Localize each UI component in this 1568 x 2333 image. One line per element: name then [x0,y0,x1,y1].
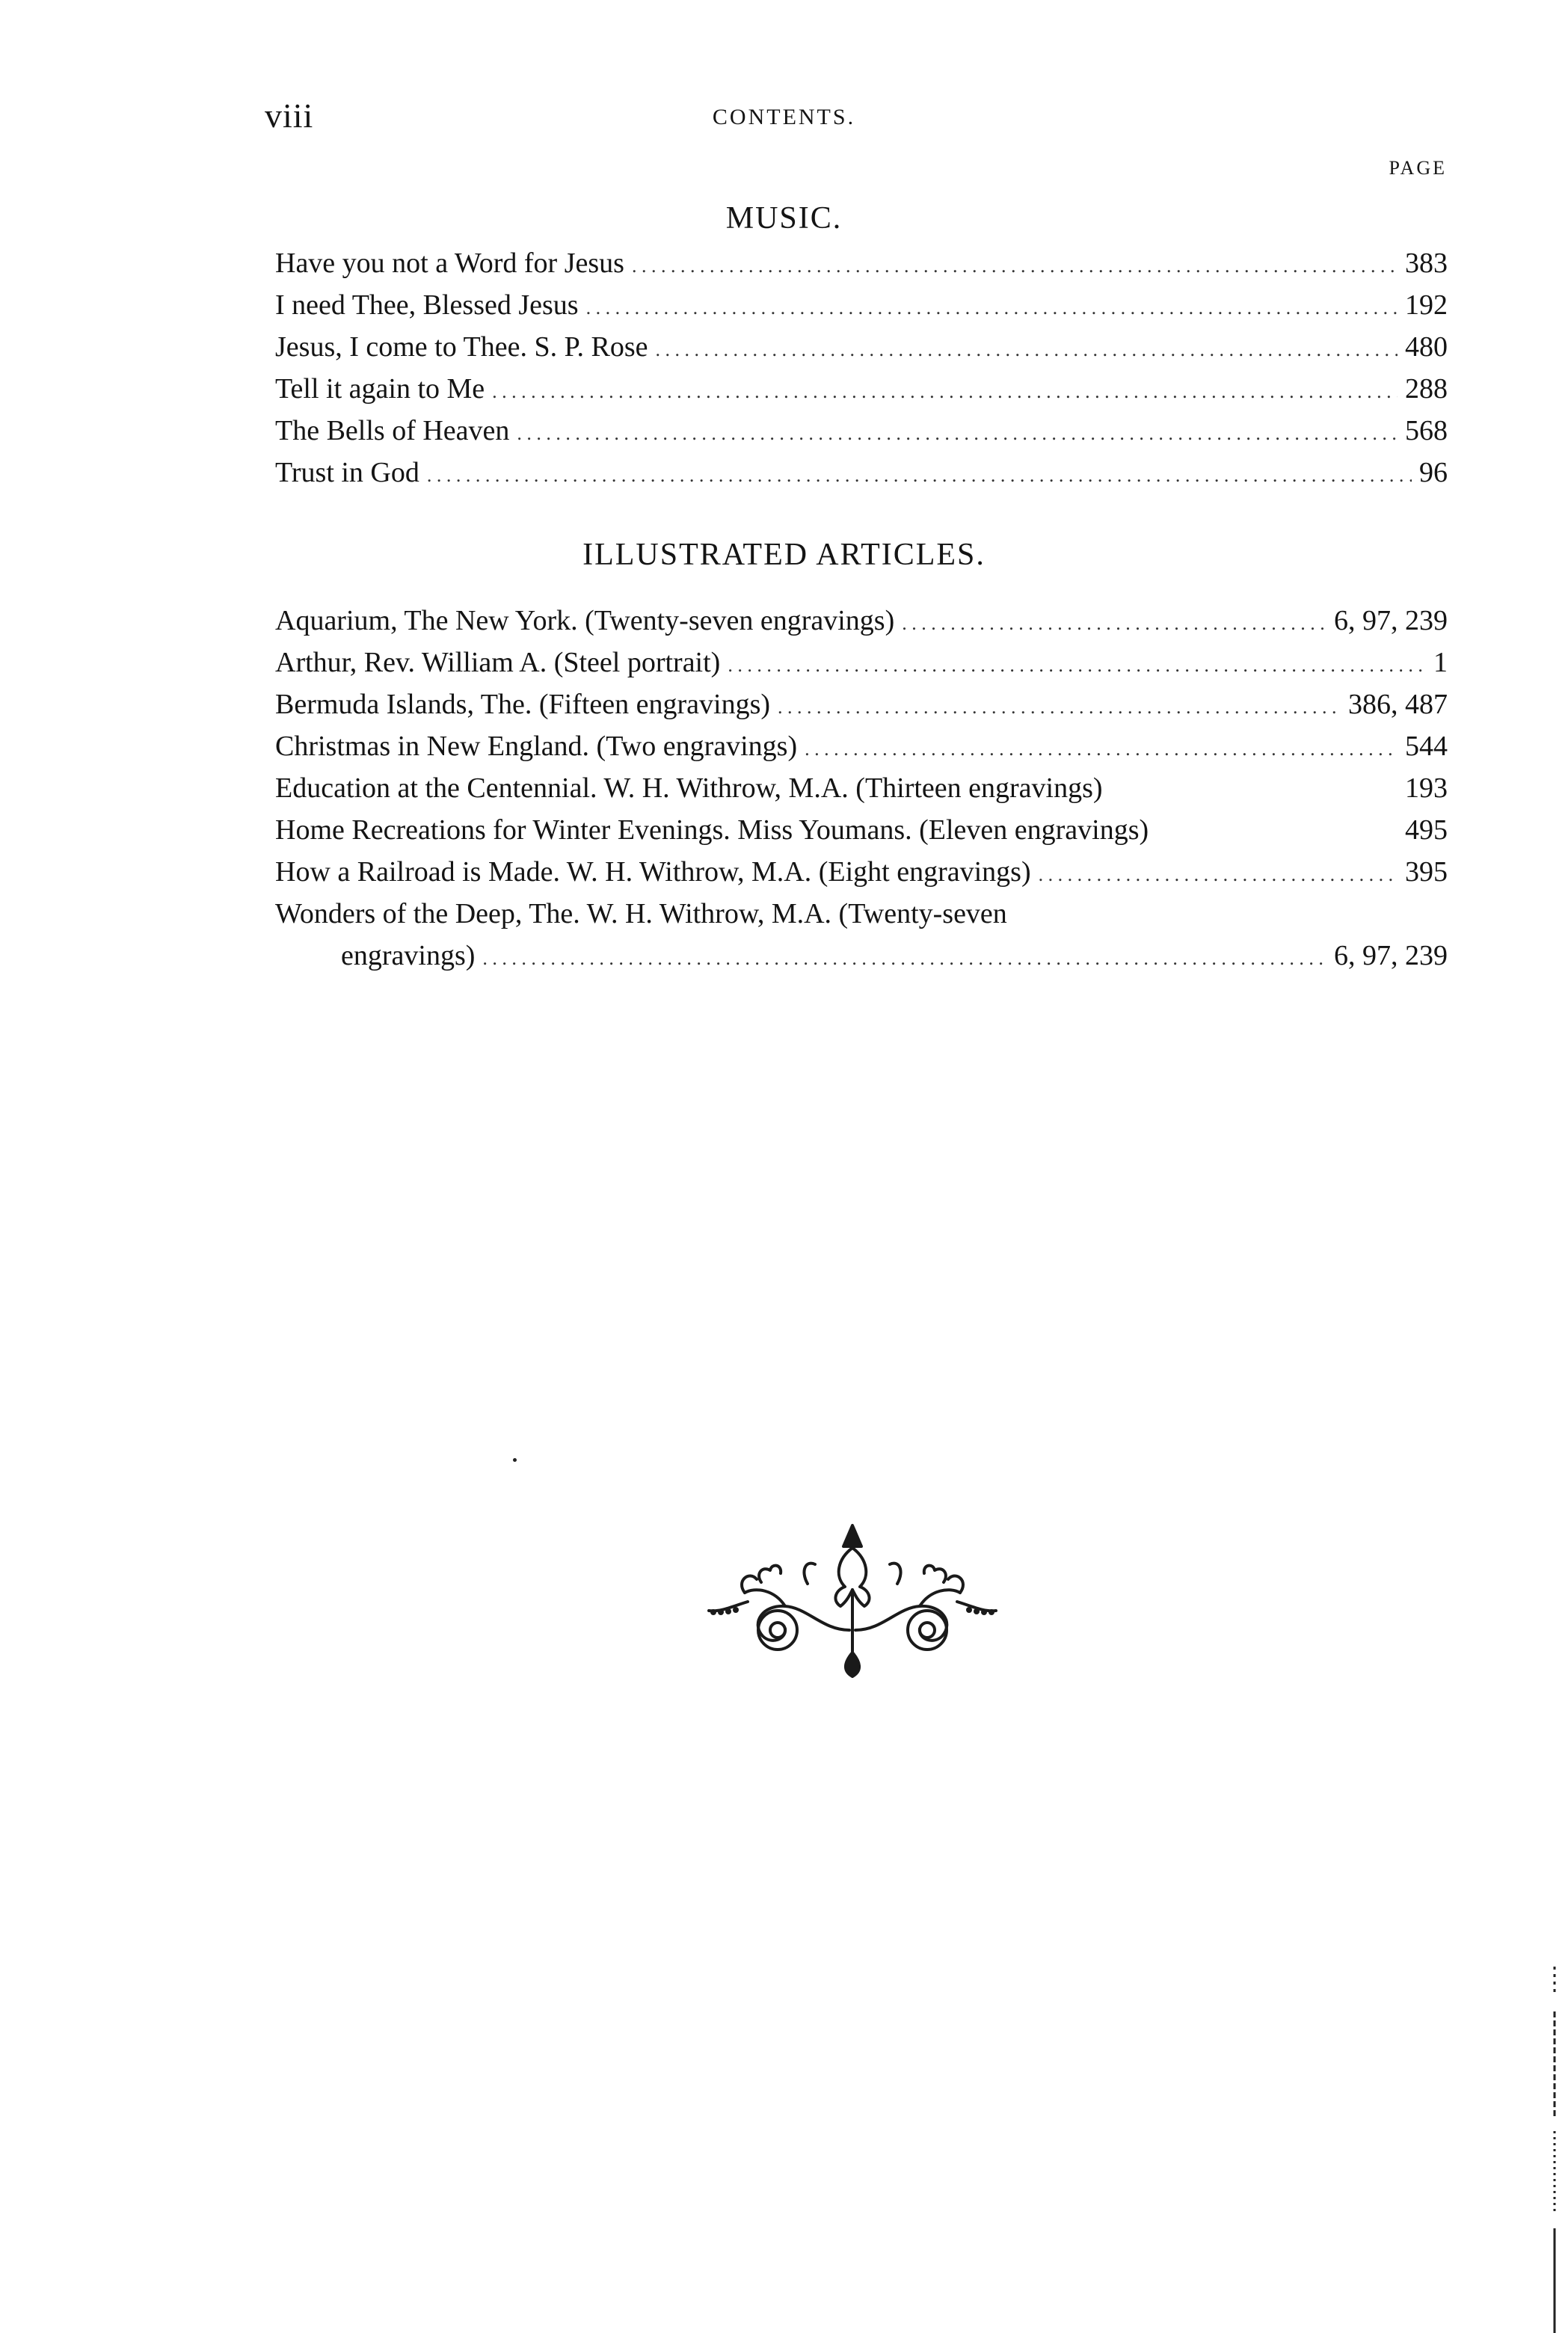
entry-page: 193 [1405,772,1448,804]
dot-leader [1039,851,1398,896]
dot-leader [632,242,1398,287]
entry-title: Wonders of the Deep, The. W. H. Withrow, M.A. (Twenty-seven [275,898,1007,929]
toc-entry [275,600,1448,642]
section-heading-music: MUSIC. [725,201,843,236]
stray-mark [513,1458,517,1462]
entry-title: I need Thee, Blessed Jesus [275,289,579,321]
entry-title: Trust in God [275,457,419,488]
entry-page: 568 [1405,415,1448,446]
entry-page: 192 [1405,289,1448,321]
entry-page: 383 [1405,248,1448,279]
section-heading-illustrated-articles: ILLUSTRATED ARTICLES. [582,538,986,572]
dot-leader [586,284,1398,329]
entry-page: 395 [1405,856,1448,888]
entry-page: 1 [1433,647,1448,678]
toc-entry [275,452,1448,494]
toc-entry [275,809,1448,851]
toc-entry [275,767,1448,809]
entry-title: Jesus, I come to Thee. S. P. Rose [275,331,648,363]
entry-title: Have you not a Word for Jesus [275,248,624,279]
toc-entry [275,326,1448,368]
dot-leader [656,326,1398,371]
toc-entry [275,368,1448,410]
toc-entry [275,725,1448,767]
toc-entry [275,410,1448,452]
entry-title: Arthur, Rev. William A. (Steel portrait) [275,647,721,678]
toc-entry [275,851,1448,893]
dot-leader [902,600,1326,645]
entry-page: 480 [1405,331,1448,363]
toc-entry [275,642,1448,683]
entry-title: Christmas in New England. (Two engravings) [275,731,798,762]
entry-title: How a Railroad is Made. W. H. Withrow, M.A. (Eight engravings) [275,856,1031,888]
toc-entry-continuation [275,935,1448,977]
dot-leader [517,410,1398,455]
dot-leader [427,452,1412,497]
toc-entry [275,893,1448,935]
toc-entry [275,284,1448,326]
page-column-label: PAGE [1389,157,1447,179]
toc-entry [275,683,1448,725]
music-entries [275,242,1448,494]
dot-leader [778,683,1341,728]
entry-page: 495 [1405,814,1448,846]
floral-tailpiece-icon [703,1518,1002,1682]
entry-page: 544 [1405,731,1448,762]
entry-page: 288 [1405,373,1448,405]
entry-page: 6, 97, 239 [1334,940,1448,971]
entry-title-continuation: engravings) [341,940,476,971]
toc-entry [275,242,1448,284]
entry-page: 6, 97, 239 [1334,605,1448,636]
entry-title: Home Recreations for Winter Evenings. Miss Youmans. (Eleven engravings) [275,814,1149,846]
article-entries [275,600,1448,977]
dot-leader [492,368,1398,413]
dot-leader [805,725,1398,770]
entry-title: Aquarium, The New York. (Twenty-seven engravings) [275,605,895,636]
running-title: CONTENTS. [712,105,856,129]
dot-leader [482,935,1326,980]
entry-title: Tell it again to Me [275,373,485,405]
dot-leader [728,642,1426,686]
entry-page: 386, 487 [1348,689,1448,720]
entry-title: Education at the Centennial. W. H. Withrow, M.A. (Thirteen engravings) [275,772,1103,804]
scan-edge-mark [1552,1967,1557,2333]
page-folio: viii [265,96,314,135]
entry-page: 96 [1419,457,1448,488]
entry-title: The Bells of Heaven [275,415,510,446]
entry-title: Bermuda Islands, The. (Fifteen engravings) [275,689,771,720]
